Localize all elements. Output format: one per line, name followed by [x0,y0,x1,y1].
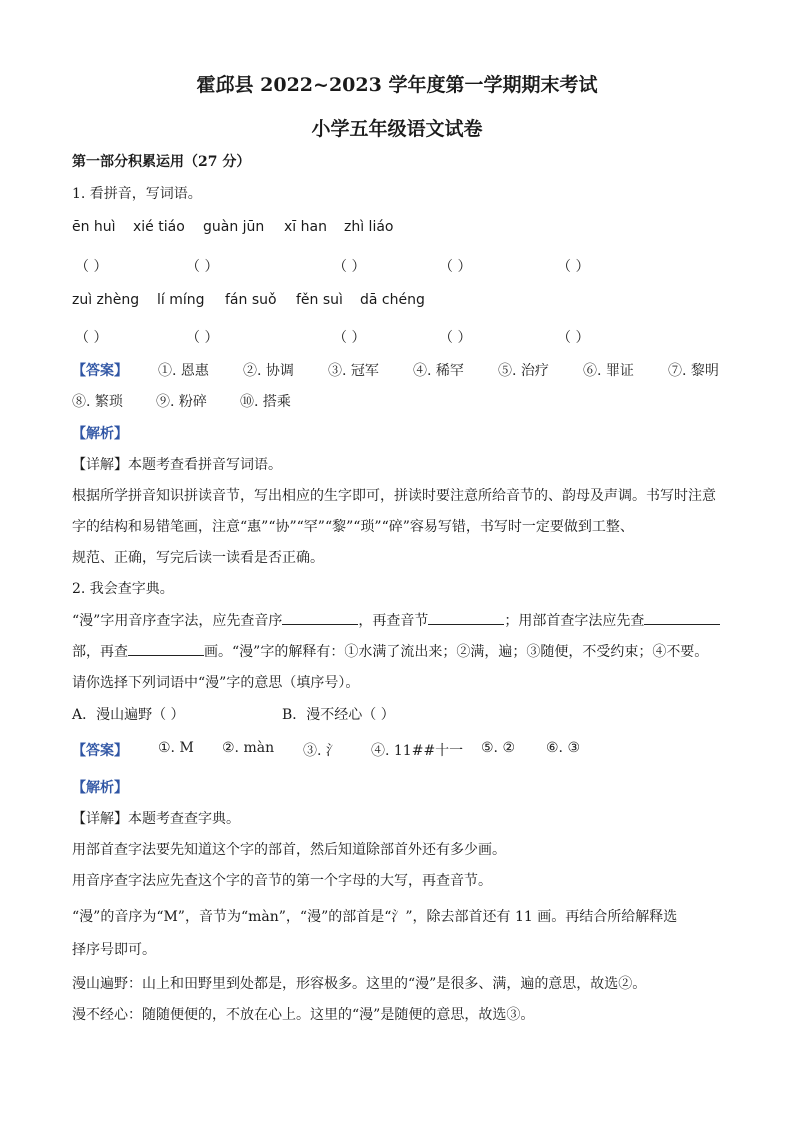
explain-line: 用音序查字法应先查这个字的音节的第一个字母的大写，再查音节。 [72,873,492,889]
option-a[interactable]: A．漫山遍野（ ） [72,707,185,723]
pinyin-5: zhì liáo [344,219,394,235]
q2-line2 [72,641,708,661]
answer-blank[interactable]: （ ） [75,330,108,346]
answer-blank[interactable]: （ ） [186,330,219,346]
q2-text: “漫”字用音序查字法，应先查音序 [72,613,283,629]
answer-blank[interactable]: （ ） [186,259,219,275]
answer-blank[interactable]: （ ） [75,259,108,275]
pinyin-3: guàn jūn [203,219,265,235]
pinyin-2: xié tiáo [133,219,185,235]
explain-line: 规范、正确，写完后读一读看是否正确。 [72,550,324,566]
explain-line: 择序号即可。 [72,942,156,958]
q2-text: ；用部首查字法应先查 [504,613,645,629]
pinyin-10: dā chéng [360,292,425,308]
explain-line: 漫山遍野：山上和田野里到处都是，形容极多。这里的“漫”是很多、满，遍的意思，故选②。 [72,976,647,992]
answer-item: ⑥. ③ [546,740,581,756]
answer-item: ④. 11##十一 [371,743,464,759]
detail-line: 【详解】本题考查看拼音写词语。 [72,457,282,473]
answer-item: ⑥. 罪证 [583,363,634,379]
explain-line: 根据所学拼音知识拼读音节，写出相应的生字即可，拼读时要注意所给音节的、韵母及声调。书写时注意 [72,488,716,504]
fill-blank[interactable] [282,612,358,625]
q2-text: 部，再查 [72,644,128,660]
answer-item: ①. M [158,740,194,756]
pinyin-7: lí míng [157,292,205,308]
answer-item: ②. màn [222,740,275,756]
answer-item: ⑤. ② [481,740,516,756]
answer-blank[interactable]: （ ） [439,259,472,275]
answer-item: ③. 冠军 [328,363,379,379]
pinyin-1: ēn huì [72,219,116,235]
answer-item: ⑤. 治疗 [498,363,549,379]
fill-blank[interactable] [428,612,504,625]
pinyin-4: xī han [284,219,327,235]
answer-item: ④. 稀罕 [413,363,464,379]
analysis-label: 【解析】 [72,426,128,442]
explain-line: 字的结构和易错笔画，注意“惠”“协”“罕”“黎”“琐”“碎”容易写错，书写时一定要做到工整、 [72,519,634,535]
option-b[interactable]: B．漫不经心（ ） [282,707,395,723]
answer-item: ⑩. 搭乘 [240,394,291,410]
q1-prompt: 1. 看拼音，写词语。 [72,186,202,202]
answer-label: 【答案】 [72,743,128,759]
fill-blank[interactable] [644,612,720,625]
answer-blank[interactable]: （ ） [439,330,472,346]
answer-item: ⑦. 黎明 [668,363,719,379]
answer-blank[interactable]: （ ） [557,330,590,346]
answer-blank[interactable]: （ ） [333,259,366,275]
explain-line: 用部首查字法要先知道这个字的部首，然后知道除部首外还有多少画。 [72,842,506,858]
q2-text: ，再查音节 [358,613,429,629]
q2-line1 [72,610,720,630]
section-heading: 第一部分积累运用（27 分） [72,154,251,170]
pinyin-8: fán suǒ [225,292,277,308]
answer-blank[interactable]: （ ） [557,259,590,275]
fill-blank[interactable] [128,643,204,656]
answer-item: ⑧. 繁琐 [72,394,123,410]
q2-prompt: 2. 我会查字典。 [72,581,174,597]
detail-line: 【详解】本题考查查字典。 [72,811,240,827]
explain-line: 漫不经心：随随便便的，不放在心上。这里的“漫”是随便的意思，故选③。 [72,1007,535,1023]
answer-item: ①. 恩惠 [158,363,209,379]
answer-item: ②. 协调 [243,363,294,379]
exam-title: 霍邱县 2022~2023 学年度第一学期期末考试 [196,74,598,96]
explain-line: “漫”的音序为“M”，音节为“màn”，“漫”的部首是“氵”，除去部首还有 11 画。再结合所给解释选 [72,909,678,925]
answer-label: 【答案】 [72,363,128,379]
exam-subtitle: 小学五年级语文试卷 [311,118,483,140]
pinyin-6: zuì zhèng [72,292,140,308]
pinyin-9: fěn suì [296,292,343,308]
answer-item: ③. 氵 [303,743,340,759]
q2-line3: 请你选择下列词语中“漫”字的意思（填序号）。 [72,675,360,691]
analysis-label: 【解析】 [72,780,128,796]
answer-blank[interactable]: （ ） [333,330,366,346]
q2-text: 画。“漫”字的解释有：①水满了流出来；②满，遍；③随便，不受约束；④不要。 [204,644,709,660]
answer-item: ⑨. 粉碎 [156,394,207,410]
